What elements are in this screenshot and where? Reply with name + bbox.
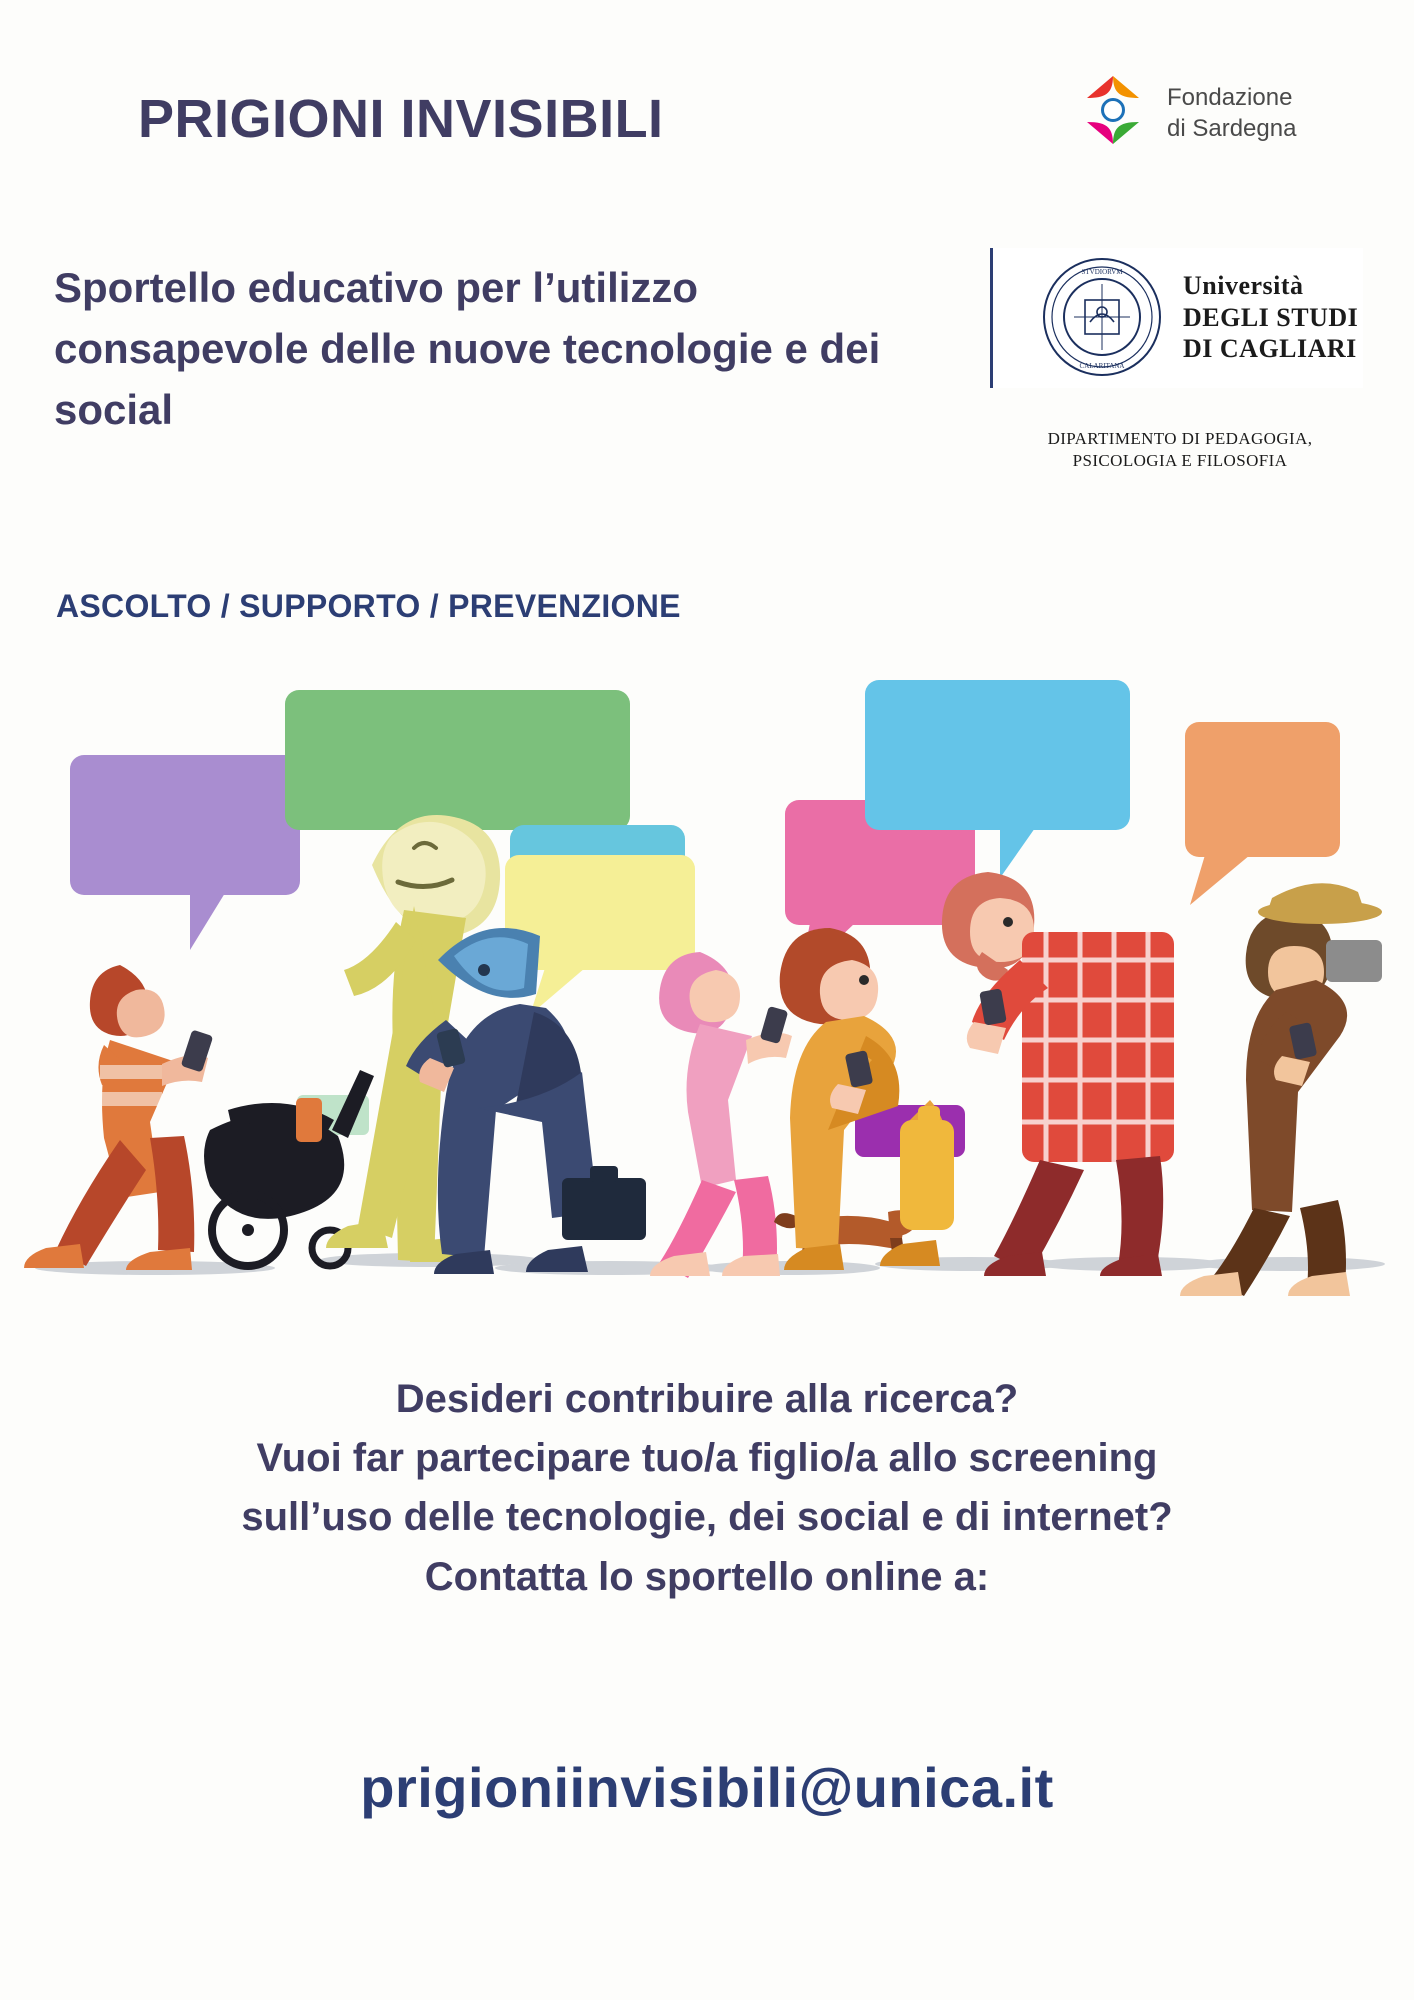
poster-subtitle: Sportello educativo per l’utilizzo consapevole delle nuove tecnologie e dei social [54,264,881,433]
page-title: PRIGIONI INVISIBILI [138,89,664,149]
unica-line-2: DEGLI STUDI [1183,302,1359,332]
cta-line-3: sull’uso delle tecnologie, dei social e di internet? [241,1495,1173,1540]
unica-department [1010,428,1350,472]
contact-email[interactable]: prigioniinvisibili@unica.it [360,1756,1054,1819]
unica-logo-text [1183,270,1358,365]
cta-line-2: Vuoi far partecipare tuo/a figlio/a allo screening [256,1436,1158,1481]
poster-tagline: ASCOLTO / SUPPORTO / PREVENZIONE [56,588,681,624]
fondazione-mark-icon [1075,72,1151,148]
cta-line-4: Contatta lo sportello online a: [424,1554,990,1599]
poster-illustration [0,660,1414,1360]
svg-text:STVDIORVM: STVDIORVM [1081,268,1123,276]
unica-logo [990,248,1363,388]
fondazione-line-1: Fondazione [1167,84,1293,111]
fondazione-line-2: di Sardegna [1167,115,1297,143]
figure-woman-stroller [24,965,374,1270]
unica-line-1: Università [1183,271,1304,300]
figure-checked-shirt [942,872,1174,1276]
fondazione-logo [1075,72,1345,152]
figure-pink-girl [650,952,792,1278]
unica-department-line-1: DIPARTIMENTO DI PEDAGOGIA, [1047,429,1313,448]
svg-text:CALARITANA: CALARITANA [1079,362,1125,370]
cta-line-1: Desideri contribuire alla ricerca? [395,1377,1019,1421]
figure-hat-man [1180,883,1382,1296]
poster-call-to-action [0,1370,1414,1607]
unica-line-3: DI CAGLIARI [1183,334,1357,364]
poster-header [0,0,1414,650]
unica-department-line-2: PSICOLOGIA E FILOSOFIA [1072,451,1288,471]
unica-seal-icon [1041,256,1163,378]
fondazione-logo-text [1167,82,1296,144]
